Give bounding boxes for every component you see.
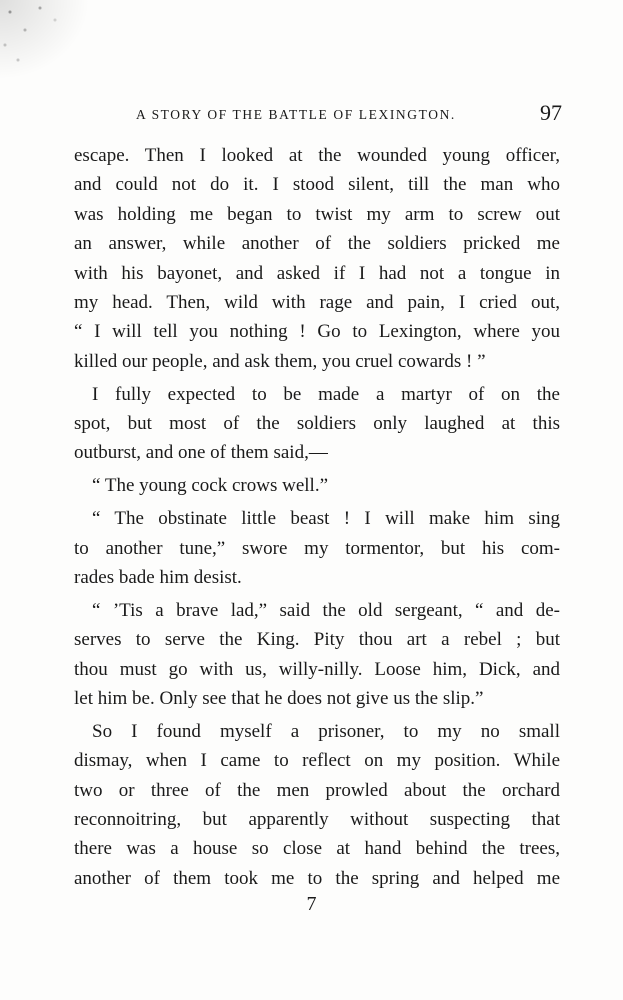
text-line: to another tune,” swore my tormentor, but his com- xyxy=(74,537,560,559)
text-line: So I found myself a prisoner, to my no small xyxy=(92,720,560,742)
paragraph xyxy=(74,596,560,714)
body-text xyxy=(74,141,560,893)
text-line: “ The young cock crows well.” xyxy=(92,475,329,497)
text-line: killed our people, and ask them, you cruel cowards ! ” xyxy=(74,350,486,372)
text-line: serves to serve the King. Pity thou art a rebel ; but xyxy=(74,629,560,651)
paragraph xyxy=(74,504,560,592)
page-stain xyxy=(0,0,90,80)
text-line: “ ’Tis a brave lad,” said the old sergeant, “ and de- xyxy=(92,599,560,621)
text-line: there was a house so close at hand behind the trees, xyxy=(74,838,560,860)
text-line: outburst, and one of them said,— xyxy=(74,442,328,464)
text-line: two or three of the men prowled about the orchard xyxy=(74,779,560,801)
text-line: thou must go with us, willy-nilly. Loose him, Dick, and xyxy=(74,658,560,680)
text-line: was holding me began to twist my arm to screw out xyxy=(74,203,560,225)
text-line: spot, but most of the soldiers only laughed at this xyxy=(74,413,560,435)
signature-mark: 7 xyxy=(306,893,317,915)
page-number: 97 xyxy=(540,100,562,125)
text-line: “ I will tell you nothing ! Go to Lexington, where you xyxy=(74,321,560,343)
text-line: escape. Then I looked at the wounded young officer, xyxy=(74,145,560,166)
running-title: A STORY OF THE BATTLE OF LEXINGTON. xyxy=(136,107,456,122)
text-line: rades bade him desist. xyxy=(74,566,242,588)
paragraph xyxy=(74,471,560,500)
text-line: dismay, when I came to reflect on my position. While xyxy=(74,750,560,772)
text-line: I fully expected to be made a martyr of on the xyxy=(92,383,560,405)
text-line: an answer, while another of the soldiers pricked me xyxy=(74,233,560,255)
text-line: let him be. Only see that he does not give us the slip.” xyxy=(74,688,484,710)
text-line: “ The obstinate little beast ! I will make him sing xyxy=(92,508,560,530)
text-line: with his bayonet, and asked if I had not a tongue in xyxy=(74,262,560,284)
paragraph xyxy=(74,380,560,468)
text-line: another of them took me to the spring and helped me xyxy=(74,867,560,889)
page-header xyxy=(80,100,562,128)
text-line: and could not do it. I stood silent, till the man who xyxy=(74,174,560,196)
paragraph xyxy=(74,141,560,376)
paragraph xyxy=(74,717,560,893)
text-line: reconnoitring, but apparently without suspecting that xyxy=(74,809,560,831)
text-line: my head. Then, wild with rage and pain, I cried out, xyxy=(74,291,560,313)
